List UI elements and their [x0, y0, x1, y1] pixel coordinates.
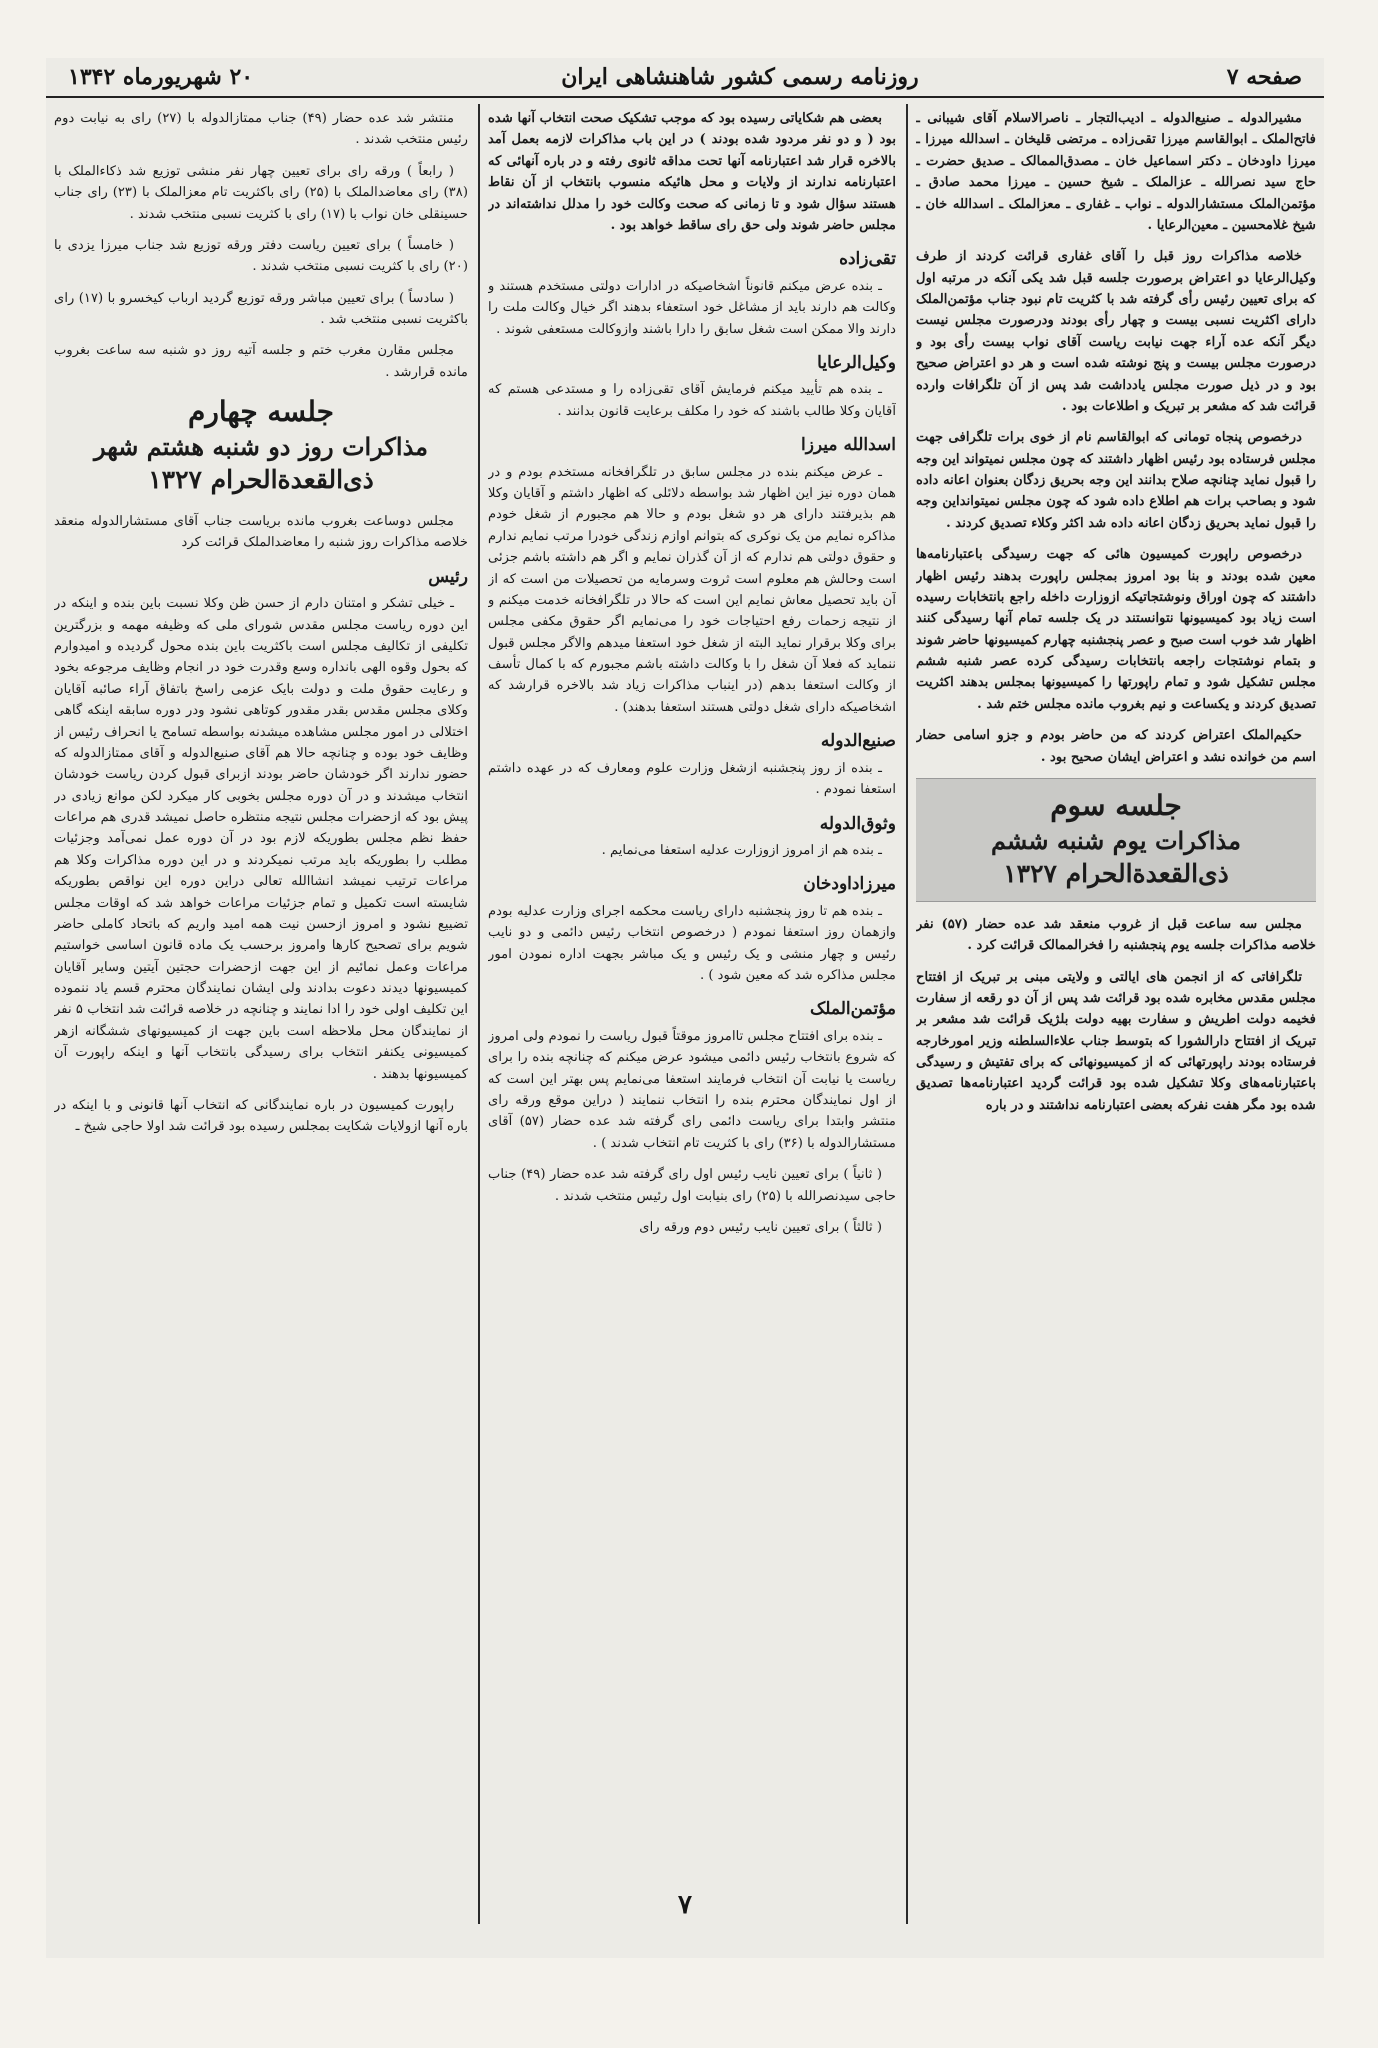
speaker-name: وثوق‌الدوله — [819, 813, 896, 834]
vote-paragraph: ( خامساً ) برای تعیین ریاست دفتر ورقه توزیع شد جناب میرزا یزدی با (۲۰) رای با کثریت نسبی منتخب شدند . — [54, 237, 468, 275]
session-four-date: ذی‌القعدة‌الحرام ۱۳۲۷ — [148, 465, 374, 495]
commission-report-paragraph: درخصوص راپورت کمیسیون هائی که جهت رسیدگی باعتبارنامه‌ها معین شده بودند و بنا بود امروز بمجلس راپورت بدهند رئیس اظهار داشتند که چون اوراق ونوشتجاتیکه ازوزارت داخله راجع بانتخابات رسیده است زیاد بود کمیسیونها نتوانستند در یک جلسه تمام آنها رسیدگی کنند اظهار شد خوب است صبح و عصر پنجشنبه چهارم کمیسیونها حاضر شوند و بتمام نوشتجات راجعه بانتخابات رسیدگی کرده عصر شنبه ششم مجلس تشکیل شود و تمام راپورتها را کمیسیونها بمجلس بدهند اکثریت تصدیق کردند و یکساعت و نیم بغروب مانده مجلس ختم شد . — [916, 547, 1316, 712]
telegrams-paragraph: تلگرافاتی که از انجمن های ایالتی و ولایتی مبنی بر تبریک از افتتاح مجلس مقدس مخابره شده بود قرائت شد پس از آن دو رقعه از سفارت فخیمه دولت اطریش و سفارت بهیه دولت بلژیک قرائت شد مشعر بر تبریک از افتتاح دارالشورا که بتوسط جناب علاءالسلطنه وزیر امورخارجه فرستاده بودند راپورتهائی که از کمیسیونهائی که برای تفتیش و رسیدگی باعتبارنامه‌های وکلا تشکیل شده بود قرائت گردید اعتبارنامه‌ها تصدیق شده بود مگر هفت نفرکه بعضی اعتبارنامه نداشتند و در باره — [916, 969, 1316, 1113]
column-left — [54, 108, 468, 1928]
speech-paragraph: ـ بنده عرض میکنم قانوناً اشخاصیکه در ادارات دولتی مستخدم هستند و وکالت هم دارند باید از مشاغل خود استعفاء بدهند اگر خیال وکالت ملت را دارند والا ممکن است شغل سابق را دارا باشند وازوکالت مستعفی شوند . — [488, 278, 896, 337]
session-three-subtitle: مذاکرات یوم شنبه ششم — [990, 825, 1241, 855]
speech-paragraph: ـ بنده هم تا روز پنجشنبه دارای ریاست محکمه اجرای وزارت عدلیه بودم وازهمان روز استعفا نمودم ( درخصوص انتخاب رئیس دائمی و دو نایب رئیس و چهار منشی و یک رئیس و یک مباشر بجهت اداره نمودن امور مجلس مذاکره شد که معین شود ) . — [488, 903, 896, 984]
vote-paragraph: منتشر شد عده حضار (۴۹) جناب ممتازالدوله با (۲۷) رای به نیابت دوم رئیس منتخب شدند . — [54, 111, 468, 148]
vote-paragraph: ( سادساً ) برای تعیین مباشر ورقه توزیع گردید ارباب کیخسرو با (۱۷) رای باکثریت نسبی منتخب شد . — [54, 290, 468, 327]
column-right — [916, 108, 1316, 1928]
column-middle — [488, 108, 896, 1928]
commission-report-paragraph: راپورت کمیسیون در باره نمایندگانی که انتخاب آنها قانونی و با اینکه در باره آنها ازولایات شکایت بمجلس رسیده بود قرائت شد اولا حاجی شیخ ـ — [54, 1097, 468, 1135]
vote-paragraph: ( ثانیاً ) برای تعیین نایب رئیس اول رای گرفته شد عده حضار (۴۹) جناب حاجی سیدنصرالله با (۲۵) رای بنیابت اول رئیس منتخب شدند . — [488, 1167, 896, 1204]
page-header — [46, 58, 1324, 98]
speaker-name: رئیس — [428, 566, 468, 587]
speaker-name: میرزاداودخان — [803, 874, 896, 895]
donation-paragraph: درخصوص پنجاه تومانی که ابوالقاسم نام از خوی برات تلگرافی جهت مجلس فرستاده بود رئیس اظهار داشتند که چون مجلس نمیتواند این وجه را قبول نماید چنانچه صلاح بدانند این وجه بحریق زدگان بعنوان اعانه داده شود و بصاحب برات هم اطلاع داده شود که چون مجلس نمیتوانداین وجه را قبول نماید بحریق زدگان اعانه داده شد اکثر وکلاء تصدیق کردند . — [916, 430, 1316, 531]
speech-paragraph: ـ بنده هم از امروز ازوزارت عدلیه استعفا می‌نمایم . — [601, 843, 882, 859]
page-number: ۷ — [678, 1890, 692, 1920]
session-four-opening: مجلس دوساعت بغروب مانده بریاست جناب آقای مستشارالدوله منعقد خلاصه مذاکرات روز شنبه را معاضدالملک قرائت کرد — [54, 514, 468, 551]
session-three-date: ذی‌القعدة‌الحرام ۱۳۲۷ — [1003, 859, 1229, 889]
attendees-paragraph: مشیرالدوله ـ صنیع‌الدوله ـ ادیب‌التجار ـ ناصرالاسلام آقای شیبانی ـ فاتح‌الملک ـ ابوالقاسم میرزا تقی‌زاده ـ مرتضی قلیخان ـ اسدالله میرزا ـ میرزا داودخان ـ دکتر اسماعیل خان ـ مصدق‌الممالک ـ صدیق حضرت ـ حاج سید نصرالله ـ عزالملک ـ شیخ حسین ـ میرزا محمد صادق ـ مؤتمن‌الملک مستشارالدوله ـ نواب ـ غفاری ـ معزالملک ـ اسدالله خان ـ شیخ غلامحسین ـ معین‌الرعایا . — [916, 111, 1316, 233]
session-four-heading — [54, 393, 468, 497]
session-three-heading — [916, 778, 1316, 902]
speech-paragraph: ـ بنده از روز پنجشنبه ازشغل وزارت علوم ومعارف که در عهده داشتم استعفا نمودم . — [488, 760, 896, 798]
column-divider-right — [906, 104, 908, 1924]
vote-paragraph: ( ثالثاً ) برای تعیین نایب رئیس دوم ورقه رای — [639, 1219, 882, 1235]
speech-paragraph: ـ خیلی تشکر و امتنان دارم از حسن ظن وکلا نسبت باین بنده و اینکه در این دوره ریاست مجلس مقدس شورای ملی که وظیفه مهمه و بزرگترین تکلیفی از تکالیف مجلس است باکثریت باین بنده محول گردیده و امیدوارم که بحول وقوه الهی بانداره وسع وقدرت خود در انجام وظایف مرجوعه بخود و رعایت حقوق ملت و دولت بایک عزمی راسخ باتفاق آراء صائبه آقایان وکلای مجلس مقدس بقدر مقدور کوتاهی نشود ودر دوره سابقه اینکه گاهی اختلالی در امور مجلس مشاهده میشدنه بواسطه تسامح یا انحراف رئیس از وظایف خود بوده و چنانچه حالا هم آقای صنیع‌الدوله و آقای ممتازالدوله که حضور ندارند اگر خودشان حاضر بودند ازبرای قبول کردن ریاست خودشان انتخاب میشدند و در آن دوره مجلس بخوبی کار میکرد لکن موانع زیادی در پیش بود که ازحضرات مجلس نتیجه منتظره حاصل نمیشد قدری هم مراعات حفظ نظم مجلس بطوریکه لازم بود در آن دوره عمل نمی‌آمد وجزئیات مطلب را بطوریکه باید مرتب نمیکردند و در این دوره مذاکرات وکلا هم مراعات ترتیب نمیشد انشاالله تعالی دراین دوره این نواقص بطوریکه شایسته است تکمیل و تمام جزئیات مراعات خواهد شد که اوقات مجلس تضییع نشود و امروز ازحسن نیت همه امید واریم که باتحاد کاملی حاضر شویم برای تصحیح کارها وامروز برحسب یک ماده قانون اساسی خواستیم مراعات وعمل نمائیم از این جهت ازحضرات حجتین آیتین وسایر آقایان کمیسیونها دیدند دعوت بدادند ولی ایشان نمایندگان محترم قسم یاد ننموده این تکلیف اولی خود را ادا نمایند و چنانچه در خلاصه قرائت شد انتخاب ۵ نفر از نمایندگان محل ملاحظه است باین جهت از کمیسیونهای ششگانه ازهر کمیسیونی یکنفر انتخاب برای رسیدگی بانتخاب آنها و اینکه راپورت آن کمیسیونها بدهند . — [54, 596, 468, 1082]
complaints-paragraph: بعضی هم شکایاتی رسیده بود که موجب تشکیک صحت انتخاب آنها شده بود ( و دو نفر مردود شده بودند ) در این باب مذاکرات لازمه بعمل آمد بالاخره قرار شد اعتبارنامه آنها تحت مداقه ثانوی رفته و در باره آنهائی که اعتبارنامه ندارند از ولایات و محل هائیکه منسوب بانتخاب از آن نقاط هستند سؤال شود و تا زمانی که صحت وکالت خود را مدلل نداشته‌اند در مجلس حاضر شوند ولی حق رای ساقط خواهد بود . — [488, 111, 896, 233]
session-three-opening: مجلس سه ساعت قبل از غروب منعقد شد عده حضار (۵۷) نفر خلاصه مذاکرات جلسه یوم پنجشنبه را فخرالممالک قرائت کرد . — [916, 916, 1316, 954]
session-close-paragraph: مجلس مقارن مغرب ختم و جلسه آتیه روز دو شنبه سه ساعت بغروب مانده قرارشد . — [54, 343, 468, 380]
speaker-name: وکیل‌الرعایا — [817, 352, 896, 373]
speaker-name: اسدالله میرزا — [800, 435, 896, 456]
minutes-summary-paragraph: خلاصه مذاکرات روز قبل را آقای غفاری قرائت کردند از طرف وکیل‌الرعایا دو اعتراض برصورت جلسه قبل شد یکی آنکه در مرتبه اول که برای تعیین رئیس رأی گرفته شد با کثریت تام نبود جناب مؤتمن‌الملک دارای اکثریت نسبی بیست و چهار رأی بودند ودرصورت مجلس نیست دیگر آنکه عده آراء جهت نیابت ریاست آقای نواب بیست رأی بود و درصورت مجلس بیست و پنج نوشته شده است و هر دو اعتراض صحیح بود و در ذیل صورت مجلس یادداشت شد پس از آن تلگرافات وارده قرائت شد که مشعر بر تبریک و اطلاعات بود . — [916, 249, 1316, 414]
objection-paragraph: حکیم‌الملک اعتراض کردند که من حاضر بودم و جزو اسامی حضار اسم من خوانده نشد و اعتراض ایشان صحیح بود . — [916, 728, 1316, 765]
speech-paragraph: ـ بنده هم تأیید میکنم فرمایش آقای تقی‌زاده را و مستدعی هستم که آقایان وکلا طالب باشند که خود را مکلف برعایت قانون بدانند . — [488, 382, 896, 419]
speaker-name: تقی‌زاده — [839, 249, 896, 270]
column-divider-left — [478, 104, 480, 1924]
vote-paragraph: ( رابعاً ) ورقه رای برای تعیین چهار نفر منشی توزیع شد ذکاءالملک با (۳۸) رای معاضدالملک با (۲۵) رای باکثریت تام معزالملک با (۲۳) رای جناب حسینقلی خان نواب با (۱۷) رای با کثریت نسبی منتخب شدند . — [54, 163, 468, 222]
page-label: صفحه ۷ — [1226, 64, 1302, 90]
session-four-title: جلسه چهارم — [188, 395, 334, 429]
session-four-subtitle: مذاکرات روز دو شنبه هشتم شهر — [93, 431, 429, 461]
speech-paragraph: ـ بنده برای افتتاح مجلس تاامروز موقتاً قبول ریاست را نمودم ولی امروز که شروع بانتخاب رئیس دائمی میشود عرض میکنم که چنانچه بنده را برای ریاست یا نیابت آن انتخاب فرمایند استعفا می‌نمایم پس بهتر این است که از اول نمایندگان محترم بنده را انتخاب ننمایند ( دراین موقع ورقه رای منتشر وابتدا برای ریاست دائمی رای گرفته شد عده حضار (۵۷) آقای مستشارالدوله با (۳۶) رای با کثریت تام انتخاب شدند ) . — [488, 1028, 896, 1151]
speech-paragraph: ـ عرض میکنم بنده در مجلس سابق در تلگرافخانه مستخدم بودم و در همان دوره نیز این اظهار شد بواسطه دلائلی که اظهار داشتم و آقایان وکلا هم بذیرفتند دارای هر دو شغل بودم و حالا هم مجبورم از شغل خودم مذاکره نمایم من یک نوکری که بتوانم اوازم زندگی خودرا مرتب نمایم ندارم و حقوق دولتی هم ندارم که از آن گذران نمایم و اگر هم داشته باشم جزئی است وحالش هم معلوم است ثروت وسرمایه من تحصیلات من است که از آن باید تحصیل معاش نمایم این است که حالا در تلگرافخانه خدمت میکنم و از نتیجه زحمات رفع احتیاجات خود را می‌نمایم اگر حقوق مکفی مجلس برای وکلا برقرار نماید البته از شغل خود استعفا میدهم والاگر مجلس قبول ننماید که فعلا آن شغل را با وکالت داشته باشم مجبورم که با کمال تأسف از وکالت استعفا بدهم (در اینباب مذاکرات زیاد شد بالاخره قرارشد که اشخاصیکه دارای شغل دولتی هستند استعفا بدهند) . — [488, 464, 896, 715]
speaker-name: مؤتمن‌الملک — [810, 999, 896, 1020]
issue-date: ۲۰ شهریورماه ۱۳۴۲ — [68, 64, 254, 90]
session-three-title: جلسه سوم — [1050, 788, 1182, 822]
newspaper-page — [46, 58, 1324, 1958]
gazette-title: روزنامه رسمی کشور شاهنشاهی ایران — [561, 64, 919, 90]
speaker-name: صنیع‌الدوله — [820, 731, 896, 752]
